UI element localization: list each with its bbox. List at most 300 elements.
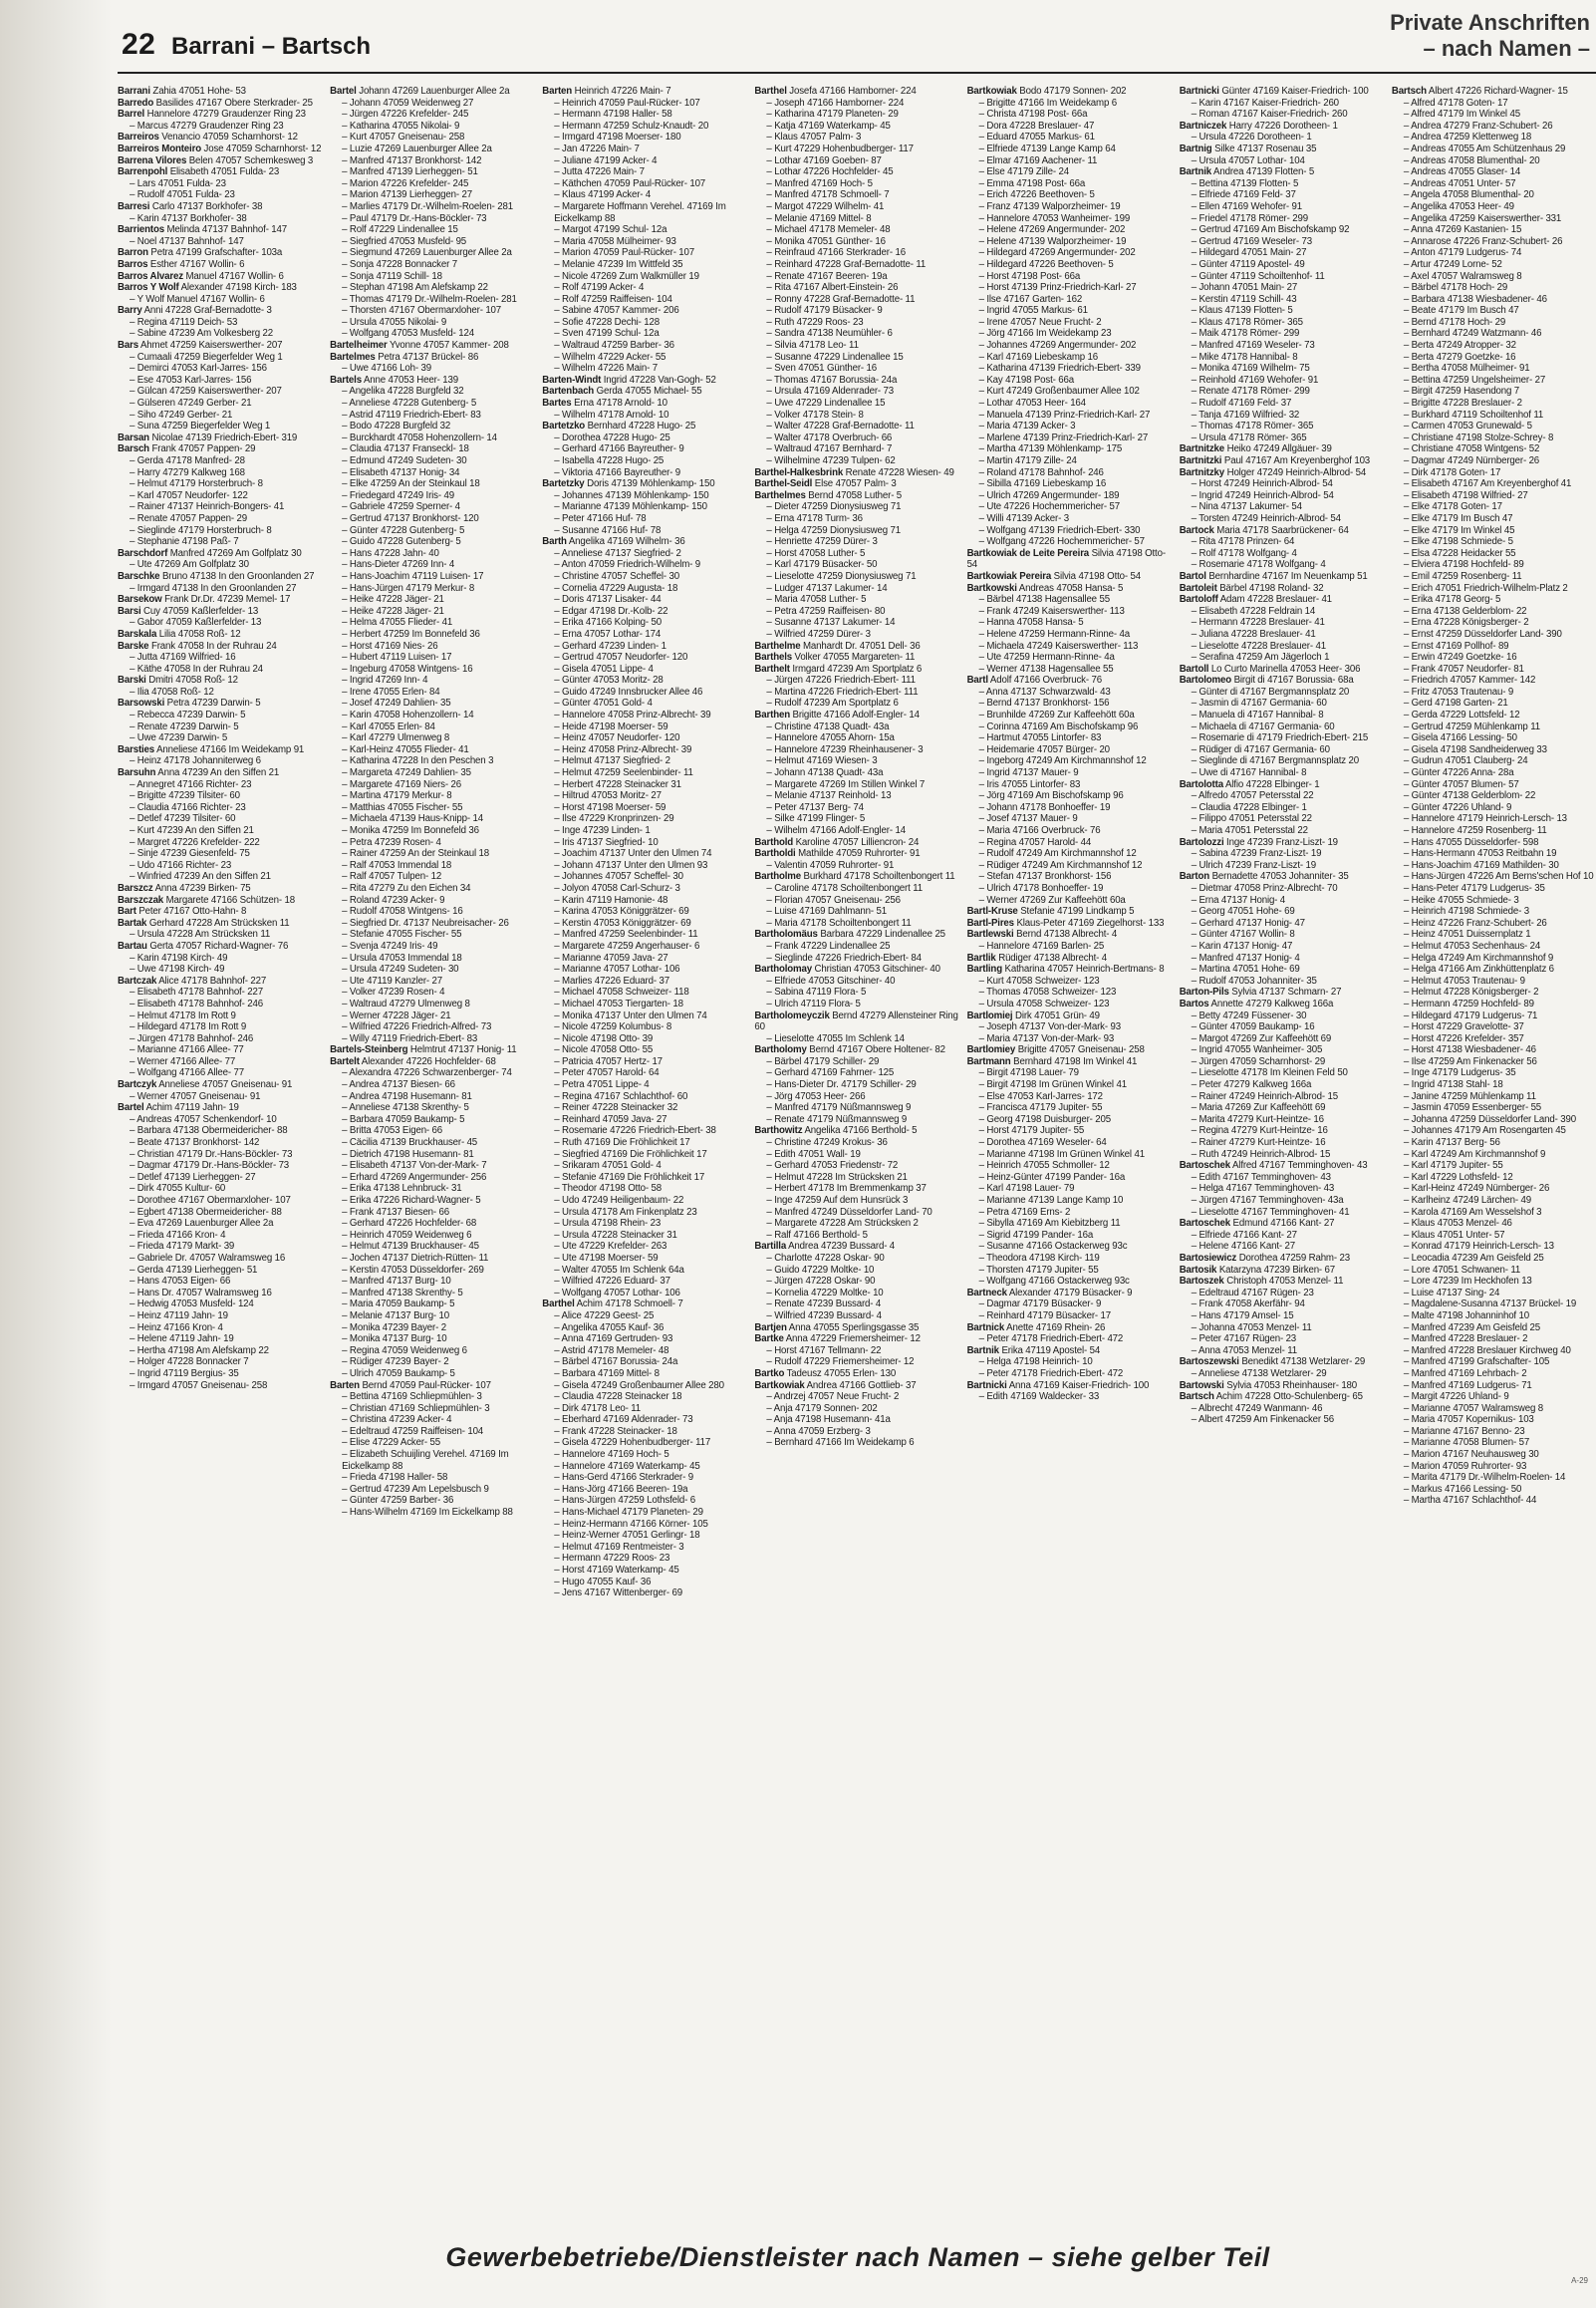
entry-details: – Marion 47059 Paul-Rücker- 107 — [554, 247, 695, 259]
entry-details: – Edeltraud 47167 Rügen- 23 — [1191, 1287, 1314, 1298]
entry-details: – Leocadia 47239 Am Geisfeld 25 — [1403, 1252, 1544, 1264]
entry-details: Bernhard 47198 Im Winkel 41 — [1013, 1055, 1138, 1067]
entry-details: – Hildegard 47179 Ludgerus- 71 — [1403, 1010, 1538, 1021]
entry-details: – Theodora 47198 Kirch- 119 — [978, 1252, 1100, 1264]
entry-details: – Christa 47198 Post- 66a — [978, 109, 1088, 121]
directory-entry — [754, 1368, 958, 1380]
directory-entry — [967, 224, 1172, 236]
entry-details: – Ingrid 47138 Stahl- 18 — [1403, 1079, 1503, 1091]
entry-details: – Michaela 47139 Haus-Knipp- 14 — [342, 813, 483, 825]
entry-details: – Nicole 47198 Otto- 39 — [554, 1032, 654, 1044]
directory-entry — [754, 1114, 958, 1126]
entry-details: – Michael 47053 Tiergarten- 18 — [554, 998, 683, 1010]
entry-surname: Bartsch — [1179, 1391, 1214, 1403]
entry-details: – Erika 47178 Georg- 5 — [1403, 594, 1501, 606]
entry-details: – Jasmin di 47167 Germania- 60 — [1191, 698, 1327, 710]
directory-entry — [330, 1298, 534, 1310]
directory-entry — [1180, 247, 1384, 259]
entry-details: – Heike 47055 Schmiede- 3 — [1403, 894, 1519, 906]
entry-details: – Juliana 47228 Breslauer- 41 — [1191, 628, 1316, 640]
entry-details: – Reiner 47228 Steinacker 32 — [554, 1102, 678, 1114]
entry-surname: Bartnicki — [1179, 86, 1219, 97]
entry-details: – Günter 47059 Baukamp- 16 — [1191, 1021, 1315, 1033]
entry-details: – Kurt 47249 Großenbaumer Allee 102 — [978, 386, 1140, 398]
directory-entry — [118, 1056, 322, 1068]
directory-entry — [118, 1207, 322, 1219]
entry-details: – Heinz 47058 Prinz-Albrecht- 39 — [554, 743, 692, 755]
directory-entry — [754, 1091, 958, 1103]
directory-entry — [330, 698, 534, 710]
directory-entry — [330, 1484, 534, 1496]
directory-entry — [330, 1125, 534, 1137]
directory-entry — [754, 1056, 958, 1068]
entry-details: – Dagmar 47249 Nürnberger- 26 — [1403, 455, 1540, 466]
directory-entry — [754, 259, 958, 271]
entry-details: – Volker 47178 Stein- 8 — [766, 409, 864, 421]
entry-details: – Jürgen 47226 Krefelder- 245 — [342, 109, 469, 121]
entry-surname: Bartoleit — [1179, 582, 1217, 594]
directory-entry — [118, 906, 322, 918]
entry-details: – Walter 47055 Im Schlenk 64a — [554, 1264, 684, 1276]
entry-details: – Stefanie 47169 Die Fröhlichkeit 17 — [554, 1171, 705, 1183]
directory-entry — [118, 860, 322, 872]
entry-details: – Lothar 47053 Heer- 164 — [978, 398, 1086, 410]
entry-details: – Johann 47138 Quadt- 43a — [766, 767, 884, 779]
entry-details: – Maria 47058 Mülheimer- 93 — [554, 235, 676, 247]
entry-details: – Erna 47228 Königsberger- 2 — [1403, 617, 1529, 629]
entry-details: Brigitte 47166 Adolf-Engler- 14 — [792, 710, 920, 721]
entry-details: – Elke 47179 Im Busch 47 — [1403, 512, 1513, 524]
directory-entry — [967, 1333, 1172, 1345]
entry-details: Else 47057 Palm- 3 — [814, 478, 897, 490]
alphabetical-range: Barrani – Bartsch — [171, 33, 372, 60]
directory-entry — [967, 328, 1172, 340]
directory-entry — [967, 571, 1172, 583]
directory-entry — [1392, 144, 1596, 155]
entry-details: – Karl-Heinz 47055 Flieder- 41 — [342, 743, 469, 755]
entry-details: – Helmut 47169 Rentmeister- 3 — [554, 1541, 684, 1553]
entry-surname: Bartczyk — [118, 1079, 157, 1091]
entry-surname: Barros — [118, 258, 148, 270]
directory-entry — [1180, 964, 1384, 976]
entry-details: – Georg 47051 Hohe- 69 — [1191, 906, 1295, 918]
entry-surname: Bartoschek — [1179, 1218, 1230, 1230]
directory-entry — [754, 1230, 958, 1242]
entry-details: – Ute 47229 Krefelder- 263 — [554, 1241, 667, 1253]
directory-entry — [1180, 1195, 1384, 1207]
directory-entry — [754, 664, 958, 676]
directory-entry — [330, 1472, 534, 1484]
entry-details: – Mike 47178 Hannibal- 8 — [1191, 351, 1298, 363]
entry-details: – Lore 47239 Im Heckhofen 13 — [1403, 1276, 1532, 1288]
entry-surname: Barske — [118, 640, 149, 652]
directory-entry — [967, 710, 1172, 721]
directory-entry — [542, 1298, 746, 1310]
directory-entry — [330, 1149, 534, 1161]
entry-details: Doris 47139 Möhlenkamp- 150 — [587, 478, 715, 490]
directory-entry — [1180, 629, 1384, 641]
directory-entry — [118, 501, 322, 513]
entry-details: Alfred 47167 Temminghoven- 43 — [1232, 1160, 1368, 1172]
directory-entry — [967, 976, 1172, 988]
entry-details: Manfred 47269 Am Golfplatz 30 — [169, 547, 302, 559]
entry-details: Heinrich 47226 Main- 7 — [574, 86, 671, 97]
directory-entry — [1180, 398, 1384, 410]
directory-entry — [1392, 1253, 1596, 1265]
entry-details: Harry 47226 Dorotheen- 1 — [1228, 120, 1338, 132]
directory-entry — [542, 664, 746, 676]
directory-entry — [542, 352, 746, 364]
entry-details: Renate 47228 Wiesen- 49 — [845, 466, 954, 478]
entry-details: – Rudolf 47179 Büsacker- 9 — [766, 305, 883, 317]
directory-entry — [542, 1149, 746, 1161]
entry-surname: Bartkowski — [966, 582, 1017, 594]
entry-surname: Bartneck — [966, 1287, 1007, 1298]
directory-entry — [330, 1218, 534, 1230]
directory-entry — [330, 213, 534, 225]
entry-details: – Ursula 47249 Sudeten- 30 — [342, 964, 459, 976]
directory-entry — [1392, 710, 1596, 721]
directory-entry — [1180, 687, 1384, 699]
entry-details: – Annegret 47166 Richter- 23 — [130, 778, 252, 790]
entry-details: – Katharina 47139 Friedrich-Ebert- 339 — [978, 363, 1141, 375]
entry-details: Lo Curto Marinella 47053 Heer- 306 — [1210, 663, 1361, 675]
entry-surname: Barthel — [542, 1298, 575, 1310]
directory-entry — [754, 1183, 958, 1195]
entry-details: – Johannes 47057 Scheffel- 30 — [554, 871, 683, 883]
entry-details: – Günter 47226 Anna- 28a — [1403, 767, 1514, 779]
entry-details: – Alexandra 47226 Schwarzenberger- 74 — [342, 1067, 512, 1079]
directory-entry — [1180, 525, 1384, 537]
directory-entry — [1180, 594, 1384, 606]
entry-details: – Gülseren 47249 Gerber- 21 — [130, 398, 252, 410]
directory-entry — [967, 583, 1172, 595]
entry-surname: Barrani — [118, 86, 150, 97]
entry-details: – Stephanie 47198 Paß- 7 — [130, 536, 239, 548]
directory-entry — [754, 1218, 958, 1230]
entry-details: – Juliane 47199 Acker- 4 — [554, 154, 658, 166]
entry-details: – Theodor 47198 Otto- 58 — [554, 1183, 662, 1195]
entry-details: Barbara 47229 Lindenallee 25 — [820, 929, 945, 941]
directory-entry — [1392, 1345, 1596, 1357]
entry-details: – Regina 47059 Weidenweg 6 — [342, 1344, 467, 1356]
entry-details: – Ursula 47198 Rhein- 23 — [554, 1218, 662, 1230]
entry-surname: Barschke — [118, 570, 160, 582]
entry-details: – Heinrich 47198 Schmiede- 3 — [1403, 906, 1529, 918]
entry-details: – Gerhard 47053 Friedenstr- 72 — [766, 1160, 899, 1172]
directory-entry — [967, 698, 1172, 710]
directory-entry — [1392, 490, 1596, 502]
entry-details: – Silke 47199 Flinger- 5 — [766, 813, 866, 825]
directory-entry — [330, 987, 534, 999]
entry-surname: Bartko — [754, 1367, 785, 1379]
entry-details: – Siegfried 47169 Die Fröhlichkeit 17 — [554, 1148, 707, 1160]
entry-details: – Konrad 47179 Heinrich-Lersch- 13 — [1403, 1241, 1554, 1253]
directory-entry — [754, 1137, 958, 1149]
directory-entry — [542, 1530, 746, 1542]
entry-details: – Marlene 47139 Prinz-Friedrich-Karl- 27 — [978, 432, 1149, 443]
directory-entry — [1392, 259, 1596, 271]
entry-details: Melinda 47137 Bahnhof- 147 — [166, 224, 288, 236]
directory-entry — [967, 617, 1172, 629]
entry-details: – Siegfried Dr. 47137 Neubreisacher- 26 — [342, 917, 509, 929]
directory-entry — [542, 571, 746, 583]
entry-details: – Jan 47226 Main- 7 — [554, 143, 640, 154]
directory-entry — [1392, 98, 1596, 110]
entry-details: – Alfredo 47057 Petersstal 22 — [1191, 790, 1314, 802]
directory-entry — [330, 837, 534, 849]
directory-entry — [967, 121, 1172, 133]
directory-entry — [1180, 813, 1384, 825]
entry-details: – Ingrid 47249 Heinrich-Albrod- 54 — [1191, 489, 1334, 501]
entry-details: – Gerhard 47239 Linden- 1 — [554, 640, 666, 652]
entry-details: – Sinje 47239 Giesenfeld- 75 — [130, 848, 250, 860]
directory-entry — [118, 617, 322, 629]
directory-entry — [542, 1079, 746, 1091]
entry-details: – Maria 47178 Schoiltenbongert 11 — [766, 917, 912, 929]
entry-details: – Nicole 47259 Kolumbus- 8 — [554, 1021, 672, 1033]
entry-details: – Barbara 47138 Obermeidericher- 88 — [130, 1125, 288, 1137]
entry-details: – Margit 47226 Uhland- 9 — [1403, 1391, 1509, 1403]
directory-entry — [754, 999, 958, 1010]
entry-details: – Werner 47166 Allee- 77 — [130, 1055, 236, 1067]
directory-entry — [1180, 421, 1384, 433]
entry-surname: Bartelheimer — [330, 340, 388, 352]
entry-surname: Barthels — [754, 652, 792, 664]
entry-details: – Maria 47059 Baukamp- 5 — [342, 1298, 455, 1310]
entry-details: – Cumaali 47259 Biegerfelder Weg 1 — [130, 351, 283, 363]
entry-details: – Renate 47167 Beeren- 19a — [766, 270, 888, 282]
directory-entry — [330, 790, 534, 802]
directory-entry — [967, 247, 1172, 259]
entry-surname: Barthel — [754, 86, 787, 97]
directory-entry — [967, 941, 1172, 953]
entry-details: Andrea 47139 Flotten- 5 — [1213, 166, 1315, 178]
directory-entry — [330, 1114, 534, 1126]
directory-entry — [118, 918, 322, 930]
directory-entry — [1392, 1322, 1596, 1334]
directory-entry — [1180, 941, 1384, 953]
directory-entry — [1392, 317, 1596, 329]
entry-details: – Martha 47167 Schlachthof- 44 — [1403, 1495, 1537, 1507]
page-footer — [0, 2242, 1596, 2290]
directory-entry — [542, 1333, 746, 1345]
directory-entry — [1392, 1449, 1596, 1461]
directory-entry — [754, 386, 958, 398]
entry-details: – Gertrud 47169 Weseler- 73 — [1191, 235, 1312, 247]
entry-surname: Bartelt — [330, 1055, 360, 1067]
directory-entry — [118, 1137, 322, 1149]
entry-details: Dmitri 47058 Roß- 12 — [148, 675, 238, 687]
directory-entry — [1392, 594, 1596, 606]
entry-surname: Barskala — [118, 628, 157, 640]
entry-details: – Manfred 47137 Burg- 10 — [342, 1276, 451, 1288]
entry-details: – Thomas 47058 Schweizer- 123 — [978, 987, 1117, 999]
entry-details: – Dieter 47259 Dionysiusweg 71 — [766, 501, 902, 513]
directory-entry — [754, 178, 958, 190]
directory-entry — [330, 247, 534, 259]
directory-entry — [542, 1577, 746, 1588]
entry-details: – Anton 47179 Ludgerus- 74 — [1403, 247, 1522, 259]
entry-details: – Doris 47137 Lisaker- 44 — [554, 594, 662, 606]
entry-details: – Jutta 47169 Wilfried- 16 — [130, 652, 236, 664]
directory-entry — [542, 513, 746, 525]
directory-entry — [330, 1102, 534, 1114]
directory-entry — [542, 109, 746, 121]
entry-details: – Astrid 47119 Friedrich-Ebert- 83 — [342, 409, 481, 421]
entry-details: – Margareta 47249 Dahlien- 35 — [342, 767, 471, 779]
entry-details: – Lothar 47169 Goeben- 87 — [766, 154, 882, 166]
entry-details: – Edmund 47249 Sudeten- 30 — [342, 455, 467, 466]
entry-details: – Ludger 47137 Lakumer- 14 — [766, 582, 888, 594]
entry-details: Anneliese 47057 Gneisenau- 91 — [158, 1079, 293, 1091]
directory-entry — [542, 271, 746, 283]
entry-details: – Hannelore 47169 Barlen- 25 — [978, 940, 1105, 952]
entry-details: – Erwin 47249 Goetzke- 16 — [1403, 652, 1517, 664]
directory-entry — [1392, 999, 1596, 1010]
entry-details: Benedikt 47138 Wetzlarer- 29 — [1241, 1356, 1366, 1368]
page-header — [0, 0, 1596, 80]
directory-entry — [967, 606, 1172, 618]
directory-entry — [967, 236, 1172, 248]
entry-details: – Volker 47239 Rosen- 4 — [342, 987, 445, 999]
entry-details: – Jens 47167 Wittenberger- 69 — [554, 1587, 682, 1599]
directory-entry — [754, 224, 958, 236]
entry-details: – Ulrich 47239 Franz-Liszt- 19 — [1191, 859, 1316, 871]
directory-entry — [542, 86, 746, 98]
directory-entry — [118, 455, 322, 467]
entry-details: – Elke 47198 Schmiede- 5 — [1403, 536, 1513, 548]
entry-details: Volker 47055 Margareten- 11 — [794, 652, 916, 664]
page-number: 22 — [122, 28, 156, 61]
entry-details: – Andrea 47259 Klettenweg 18 — [1403, 132, 1532, 144]
entry-details: – Christian 47169 Schliepmühlen- 3 — [342, 1402, 490, 1414]
entry-details: – Hiltrud 47053 Moritz- 27 — [554, 790, 662, 802]
entry-details: – Sigrid 47199 Pander- 16a — [978, 1229, 1094, 1241]
entry-details: – Rudolf 47169 Feld- 37 — [1191, 398, 1292, 410]
entry-details: Tadeusz 47055 Erlen- 130 — [786, 1367, 897, 1379]
entry-details: – Claudia 47166 Richter- 23 — [130, 801, 246, 813]
directory-entry — [330, 606, 534, 618]
entry-details: – Lothar 47226 Hochfelder- 45 — [766, 166, 894, 178]
directory-column — [754, 86, 958, 2230]
entry-details: – Emma 47198 Post- 66a — [978, 177, 1086, 189]
entry-details: – Ute 47119 Kanzler- 27 — [342, 975, 442, 987]
entry-details: – Frank 47058 Akerfähr- 94 — [1191, 1298, 1305, 1310]
entry-details: – Anna 47269 Kastanien- 15 — [1403, 224, 1522, 236]
directory-entry — [967, 1021, 1172, 1033]
entry-surname: Bartock — [1179, 524, 1214, 536]
directory-entry — [118, 410, 322, 422]
entry-surname: Bartels-Steinberg — [330, 1044, 408, 1056]
entry-details: – Elviera 47198 Hochfeld- 89 — [1403, 559, 1524, 571]
entry-surname: Barsan — [118, 432, 149, 443]
entry-details: – Erika 47226 Richard-Wagner- 5 — [342, 1195, 481, 1206]
entry-surname: Barry — [118, 305, 142, 317]
entry-details: – Anneliese 47138 Skrenthy- 5 — [342, 1102, 469, 1114]
entry-details: – Ute 47226 Hochemmericher- 57 — [978, 501, 1120, 513]
directory-entry — [967, 1102, 1172, 1114]
directory-entry — [1180, 443, 1384, 455]
directory-entry — [1180, 953, 1384, 965]
entry-details: – Erika 47166 Kolping- 50 — [554, 617, 663, 629]
directory-entry — [118, 236, 322, 248]
directory-entry — [1392, 86, 1596, 98]
directory-entry — [967, 1218, 1172, 1230]
directory-entry — [542, 1426, 746, 1438]
entry-details: – Günter 47228 Gutenberg- 5 — [342, 524, 465, 536]
directory-entry — [967, 675, 1172, 687]
entry-details: – Brigitte 47166 Im Weidekamp 6 — [978, 97, 1117, 109]
directory-entry — [330, 178, 534, 190]
directory-entry — [118, 895, 322, 907]
entry-surname: Barthel-Seidl — [754, 478, 813, 490]
entry-details: – Melanie 47169 Mittel- 8 — [766, 212, 872, 224]
entry-surname: Bartolozzi — [1179, 836, 1224, 848]
directory-entry — [542, 895, 746, 907]
entry-details: – Christine 47057 Scheffel- 30 — [554, 570, 679, 582]
entry-details: Josefa 47166 Hamborner- 224 — [789, 86, 917, 97]
directory-entry — [542, 744, 746, 756]
entry-details: Andreas 47058 Hansa- 5 — [1018, 582, 1124, 594]
directory-entry — [542, 617, 746, 629]
entry-details: – Manfred 47259 Seelenbinder- 11 — [554, 929, 698, 941]
entry-details: Paul 47167 Am Kreyenberghof 103 — [1223, 455, 1371, 466]
entry-surname: Bartoll — [1179, 663, 1209, 675]
directory-entry — [330, 1403, 534, 1415]
entry-details: – Manfred 47228 Breslauer Kirchweg 40 — [1403, 1344, 1571, 1356]
footer-note: Gewerbebetriebe/Dienstleister nach Namen – siehe gelber Teil — [445, 2242, 1270, 2272]
directory-entry — [1392, 305, 1596, 317]
entry-details: Adam 47228 Breslauer- 41 — [1219, 594, 1332, 606]
entry-details: – Gertrud 47259 Mühlenkamp 11 — [1403, 721, 1540, 732]
directory-entry — [542, 871, 746, 883]
entry-details: – Beate 47179 Im Busch 47 — [1403, 305, 1519, 317]
directory-entry — [1180, 86, 1384, 98]
directory-entry — [1180, 1276, 1384, 1288]
entry-details: – Peter 47137 Berg- 74 — [766, 801, 864, 813]
directory-entry — [118, 767, 322, 779]
entry-details: – Regina 47279 Kurt-Heintze- 16 — [1191, 1125, 1328, 1137]
directory-entry — [1392, 1391, 1596, 1403]
directory-entry — [967, 155, 1172, 167]
directory-entry — [542, 1125, 746, 1137]
entry-surname: Barrientos — [118, 224, 164, 236]
directory-entry — [118, 1010, 322, 1022]
entry-details: – Alice 47229 Geest- 25 — [554, 1309, 655, 1321]
directory-entry — [1180, 1207, 1384, 1219]
entry-details: Gerta 47057 Richard-Wagner- 76 — [149, 940, 289, 952]
directory-entry — [118, 490, 322, 502]
entry-details: – Elisabeth 47137 Von-der-Mark- 7 — [342, 1160, 487, 1172]
directory-entry — [754, 848, 958, 860]
entry-details: – Sibilla 47169 Liebeskamp 16 — [978, 478, 1107, 490]
entry-details: – Nicole 47269 Zum Walkmüller 19 — [554, 270, 699, 282]
directory-entry — [754, 1356, 958, 1368]
entry-surname: Bartetzky — [542, 478, 585, 490]
entry-details: – Ursula 47057 Lothar- 104 — [1191, 154, 1305, 166]
entry-details: – Wilhelm 47226 Main- 7 — [554, 363, 658, 375]
entry-details: – Kurt 47239 An den Siffen 21 — [130, 825, 254, 836]
entry-details: – Gabriele 47259 Sperner- 4 — [342, 501, 460, 513]
entry-details: – Dirk 47178 Goten- 17 — [1403, 466, 1501, 478]
directory-entry — [1392, 1276, 1596, 1288]
entry-details: – Lieselotte 47228 Breslauer- 41 — [1191, 640, 1326, 652]
directory-entry — [754, 929, 958, 941]
directory-entry — [1392, 1183, 1596, 1195]
directory-entry — [118, 478, 322, 490]
entry-details: – Andreas 47058 Blumenthal- 20 — [1403, 154, 1540, 166]
